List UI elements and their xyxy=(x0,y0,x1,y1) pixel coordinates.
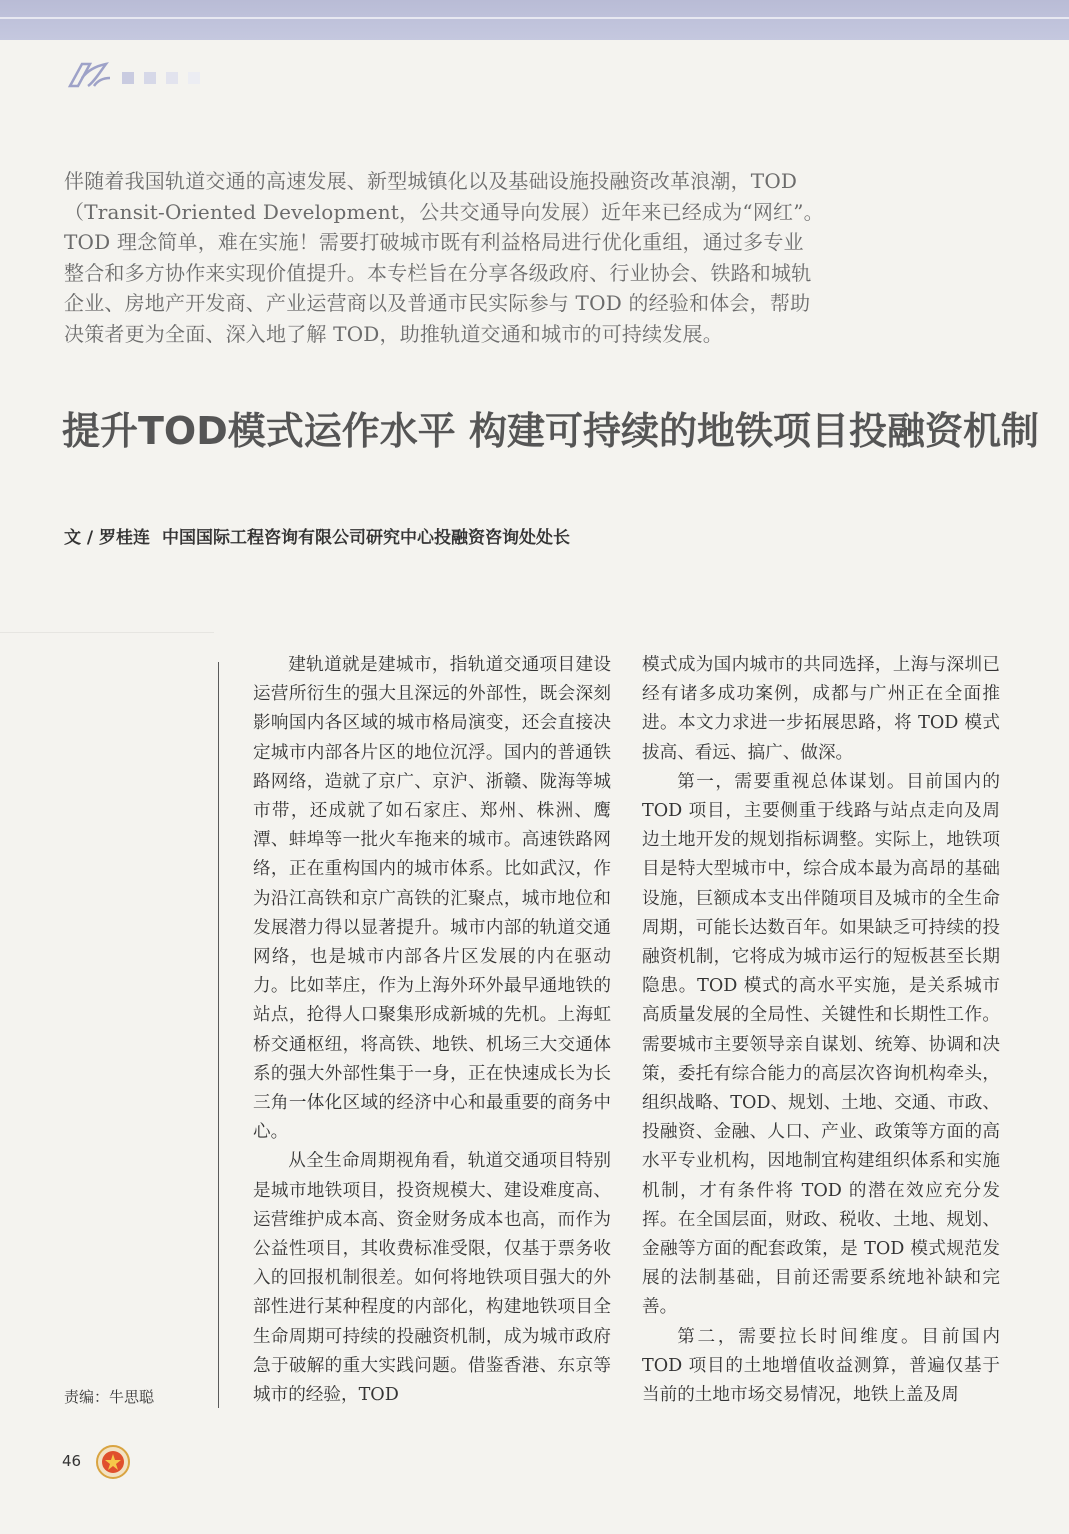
intro-line: 整合和多方协作来实现价值提升。本专栏旨在分享各级政府、行业协会、铁路和城轨 xyxy=(64,260,812,285)
divider xyxy=(0,632,214,633)
column-intro xyxy=(64,166,914,349)
body-column-2 xyxy=(642,651,1000,1410)
intro-line: TOD 理念简单，难在实施！需要打破城市既有利益格局进行优化重组，通过多专业 xyxy=(64,230,804,254)
header-band xyxy=(0,0,1069,40)
intro-line: 决策者更为全面、深入地了解 TOD，助推轨道交通和城市的可持续发展。 xyxy=(64,321,723,346)
body-column-1 xyxy=(253,651,611,1410)
article-title: 提升TOD模式运作水平 构建可持续的地铁项目投融资机制 xyxy=(62,409,1039,453)
byline-affiliation: 中国国际工程咨询有限公司研究中心投融资咨询处处长 xyxy=(162,528,571,548)
intro-line: （Transit-Oriented Development，公共交通导向发展）近年来已经成为“网红”。 xyxy=(64,199,824,224)
column-decoration xyxy=(122,72,200,84)
paragraph: 第二，需要拉长时间维度。目前国内 TOD 项目的土地增值收益测算，普遍仅基于当前的土地市场交易情况，地铁上盖及周 xyxy=(642,1326,1000,1406)
column-rule xyxy=(218,662,219,1408)
page-number: 46 xyxy=(62,1452,82,1470)
paragraph: 第一，需要重视总体谋划。目前国内的 TOD 项目，主要侧重于线路与站点走向及周边土地开发的规划指标调整。实际上，地铁项目是特大型城市中，综合成本最为高昂的基础设施，巨额成本支出伴随项目及城市的全生命周期，可能长达数百年。如果缺乏可持续的投融资机制，它将成为城市运行的短板甚至长期隐患。TOD 模式的高水平实施，是关系城市高质量发展的全局性、关键性和长期性工作。需要城市主要领导亲自谋划、统筹、协调和决策，委托有综合能力的高层次咨询机构牵头，组织战略、TOD、规划、土地、交通、市政、投融资、金融、人口、产业、政策等方面的高水平专业机构，因地制宜构建组织体系和实施机制，才有条件将 TOD 的潜在效应充分发挥。在全国层面，财政、税收、土地、规划、金融等方面的配套政策，是 TOD 模式规范发展的法制基础，目前还需要系统地补缺和完善。 xyxy=(642,771,1000,1318)
paragraph: 从全生命周期视角看，轨道交通项目特别是城市地铁项目，投资规模大、建设难度高、运营维护成本高、资金财务成本也高，而作为公益性项目，其收费标准受限，仅基于票务收入的回报机制很差。如何将地铁项目强大的外部性进行某种程度的内部化，构建地铁项目全生命周期可持续的投融资机制，成为城市政府急于破解的重大实践问题。借鉴香港、东京等城市的经验，TOD xyxy=(253,1151,611,1406)
column-logo-icon xyxy=(66,60,116,90)
byline xyxy=(64,526,764,550)
emblem-icon xyxy=(95,1444,131,1480)
intro-line: 伴随着我国轨道交通的高速发展、新型城镇化以及基础设施投融资改革浪潮，TOD xyxy=(64,169,798,193)
paragraph: 模式成为国内城市的共同选择，上海与深圳已经有诸多成功案例，成都与广州正在全面推进。本文力求进一步拓展思路，将 TOD 模式拔高、看远、搞广、做深。 xyxy=(642,655,1000,763)
editor-credit: 责编：牛思聪 xyxy=(64,1388,155,1406)
intro-line: 企业、房地产开发商、产业运营商以及普通市民实际参与 TOD 的经验和体会，帮助 xyxy=(64,291,811,315)
byline-author: 文 / 罗桂连 xyxy=(64,528,151,548)
paragraph: 建轨道就是建城市，指轨道交通项目建设运营所衍生的强大且深远的外部性，既会深刻影响国内各区域的城市格局演变，还会直接决定城市内部各片区的地位沉浮。国内的普通铁路网络，造就了京广、京沪、浙赣、陇海等城市带，还成就了如石家庄、郑州、株洲、鹰潭、蚌埠等一批火车拖来的城市。高速铁路网络，正在重构国内的城市体系。比如武汉，作为沿江高铁和京广高铁的汇聚点，城市地位和发展潜力得以显著提升。城市内部的轨道交通网络，也是城市内部各片区发展的内在驱动力。比如莘庄，作为上海外环外最早通地铁的站点，抢得人口聚集形成新城的先机。上海虹桥交通枢纽，将高铁、地铁、机场三大交通体系的强大外部性集于一身，正在快速成长为长三角一体化区域的经济中心和最重要的商务中心。 xyxy=(253,655,611,1143)
